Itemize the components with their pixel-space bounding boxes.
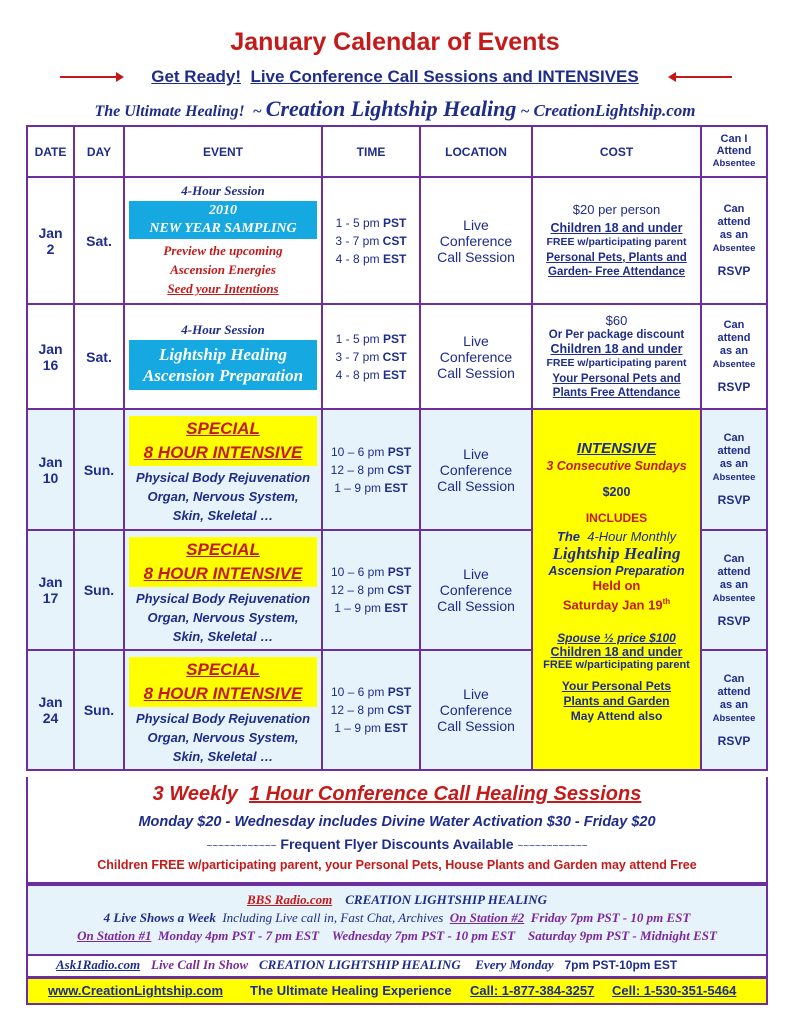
timezone: PST (387, 685, 412, 699)
weekly-title-prefix: 3 Weekly (152, 783, 238, 805)
special-line: SPECIAL (186, 659, 260, 679)
cost-price: $20 per person (572, 201, 661, 217)
location-line: Call Session (437, 598, 515, 614)
day-cell: Sat. (74, 177, 124, 304)
absentee-line: attend (717, 685, 751, 698)
timezone: EST (383, 367, 407, 382)
intensive-free: FREE w/participating parent (543, 659, 690, 672)
location-line: Call Session (437, 364, 515, 381)
bbs-line (28, 892, 766, 908)
wednesday-time: Wednesday 7pm PST - 10 pm EST (331, 928, 516, 943)
subtitle (0, 67, 790, 87)
frequent-flyer (28, 836, 766, 852)
absentee-line: as an (719, 578, 749, 591)
event-desc-line: Seed your Intentions (167, 281, 279, 296)
intensive-price: $200 (602, 485, 631, 499)
station2-link[interactable]: On Station #2 (449, 910, 525, 925)
intensive-pets-line: Your Personal Pets (561, 679, 672, 694)
location-line: Conference (439, 582, 513, 598)
date-cell (27, 409, 74, 530)
weekly-schedule: Monday $20 - Wednesday includes Divine Water Activation $30 - Friday $20 (138, 814, 656, 830)
event-desc-line: Physical Body Rejuvenation (135, 590, 311, 606)
timezone: EST (384, 480, 408, 495)
rsvp-label: RSVP (717, 380, 751, 394)
event-desc (125, 709, 321, 766)
rsvp-label: RSVP (717, 613, 751, 628)
tilde-divider: ~~~~~~~~~~~~ (206, 841, 277, 852)
table-row (27, 304, 767, 409)
time-cell (322, 409, 420, 530)
timezone: CST (387, 462, 412, 477)
event-desc (125, 241, 321, 298)
bbs-show-name: CREATION LIGHTSHIP HEALING (345, 892, 548, 907)
tagline-c: CreationLightship.com (533, 101, 696, 120)
footer-site-link[interactable]: www.CreationLightship.com (48, 983, 224, 998)
footer-tagline: The Ultimate Healing Experience (250, 983, 452, 998)
absentee-line: Absentee (712, 472, 756, 483)
time-range: 1 – 9 pm (334, 480, 381, 495)
col-absentee (701, 126, 767, 177)
absentee-line: Absentee (712, 359, 756, 370)
absentee-line: as an (719, 345, 749, 357)
col-event: EVENT (124, 126, 322, 177)
children-free-note: Children FREE w/participating parent, your Personal Pets, House Plants and Garden may attend Free (97, 858, 697, 872)
weekly-title-main: 1 Hour Conference Call Healing Sessions (249, 783, 642, 805)
location-line: Call Session (437, 477, 515, 494)
rsvp-label: RSVP (717, 733, 751, 748)
event-cell (124, 650, 322, 770)
col-absentee-3: Absentee (712, 158, 756, 169)
col-absentee-2: Attend (716, 145, 752, 157)
friday-time: Friday 7pm PST - 10 pm EST (530, 910, 691, 925)
bbs-radio-link[interactable]: BBS Radio.com (246, 892, 333, 907)
date-cell (27, 650, 74, 770)
col-time: TIME (322, 126, 420, 177)
calendar-table (26, 125, 768, 771)
intensive-monthly (533, 529, 700, 544)
col-location: LOCATION (420, 126, 532, 177)
intensive-held (533, 578, 700, 613)
bbs-radio-box (26, 884, 768, 956)
event-box-line: NEW YEAR SAMPLING (149, 221, 297, 236)
weekly-sessions-box (26, 777, 768, 884)
event-desc-line: Organ, Nervous System, (147, 489, 299, 504)
tilde-divider: ~~~~~~~~~~~~ (517, 841, 588, 852)
footer-bar (26, 977, 768, 1005)
intensive-lightship: Lightship Healing (552, 544, 681, 563)
cost-line: FREE w/participating parent (546, 235, 687, 248)
absentee-line: Can (723, 552, 745, 565)
location-line: Live (463, 566, 489, 582)
location-line: Live (463, 686, 489, 702)
col-date: DATE (27, 126, 74, 177)
intensive-the: The (556, 529, 580, 544)
time-range: 10 – 6 pm (330, 685, 385, 699)
cost-line: Or Per package discount (548, 328, 685, 341)
location-cell (420, 650, 532, 770)
date-month: Jan (38, 453, 63, 470)
special-line: SPECIAL (186, 419, 260, 438)
time-range: 1 - 5 pm (335, 215, 380, 230)
location-line: Call Session (437, 248, 515, 265)
tagline-a: The Ultimate Healing! (94, 103, 245, 120)
absentee-cell (701, 409, 767, 530)
time-range: 1 – 9 pm (334, 601, 381, 615)
date-cell (27, 304, 74, 409)
location-cell (420, 304, 532, 409)
col-cost: COST (532, 126, 701, 177)
time-range: 4 - 8 pm (335, 367, 380, 382)
timezone: CST (387, 703, 412, 717)
time-range: 1 – 9 pm (334, 721, 381, 735)
monday-time: Monday 4pm PST - 7 pm EST (157, 928, 320, 943)
absentee-line: Can (723, 432, 745, 444)
subtitle-main: Live Conference Call Sessions and INTENSIVES (250, 67, 639, 86)
day-cell: Sun. (74, 650, 124, 770)
table-row (27, 177, 767, 304)
special-box (129, 657, 317, 707)
date-day: 24 (42, 710, 59, 726)
ask1-show: CREATION LIGHTSHIP HEALING (259, 957, 461, 972)
intensive-pets-line: May Attend also (570, 709, 663, 724)
tagline (0, 96, 790, 122)
event-cell (124, 409, 322, 530)
event-desc-line: Physical Body Rejuvenation (135, 710, 311, 726)
event-box-line: Ascension Preparation (142, 365, 304, 385)
absentee-line: Can (723, 319, 745, 331)
event-cell (124, 177, 322, 304)
cost-line: Plants Free Attendance (552, 386, 681, 399)
absentee-line: Can (723, 672, 745, 685)
intensive-held-date: Saturday Jan 19 (562, 597, 663, 613)
ask1-radio-box (26, 954, 768, 978)
event-desc-line: Physical Body Rejuvenation (135, 470, 311, 485)
event-cell (124, 530, 322, 650)
subtitle-prefix: Get Ready! (151, 67, 241, 86)
event-box-line: Lightship Healing (159, 344, 287, 364)
time-cell (322, 650, 420, 770)
time-range: 12 – 8 pm (330, 583, 385, 597)
time-range: 3 - 7 pm (335, 349, 380, 364)
timezone: PST (387, 565, 412, 579)
absentee-cell (701, 177, 767, 304)
location-cell (420, 530, 532, 650)
intensive-cost-cell (532, 409, 701, 770)
shows-count: 4 Live Shows a Week (103, 910, 216, 925)
absentee-line: attend (717, 216, 751, 228)
intensive-line: 3 Consecutive Sundays (546, 459, 687, 473)
date-month: Jan (38, 340, 63, 357)
timezone: PST (383, 215, 407, 230)
event-desc-line: Preview the upcoming (163, 243, 283, 258)
intensive-children: Children 18 and under (550, 645, 683, 660)
stations-line (28, 928, 766, 944)
location-line: Live (463, 216, 489, 233)
location-line: Conference (439, 702, 513, 718)
col-absentee-1: Can I (720, 133, 748, 145)
absentee-line: as an (719, 698, 749, 711)
col-day: DAY (74, 126, 124, 177)
event-desc-line: Ascension Energies (170, 262, 276, 277)
special-box (129, 416, 317, 466)
day-cell: Sat. (74, 304, 124, 409)
event-desc-line: Skin, Skeletal … (172, 748, 274, 764)
cost-cell (532, 304, 701, 409)
intensive-title: INTENSIVE (576, 440, 657, 457)
timezone: CST (382, 233, 407, 248)
day-cell: Sun. (74, 530, 124, 650)
event-desc-line: Skin, Skeletal … (172, 508, 274, 523)
time-range: 12 – 8 pm (330, 462, 385, 477)
timezone: PST (383, 331, 407, 346)
timezone: CST (387, 583, 412, 597)
location-cell (420, 177, 532, 304)
absentee-line: attend (717, 445, 751, 457)
page-title: January Calendar of Events (230, 28, 560, 56)
frequent-flyer-text: Frequent Flyer Discounts Available (280, 836, 514, 852)
saturday-time: Saturday 9pm PST - Midnight EST (528, 928, 717, 943)
event-box (129, 201, 317, 239)
location-cell (420, 409, 532, 530)
time-cell (322, 304, 420, 409)
time-range: 12 – 8 pm (330, 703, 385, 717)
intensive-includes: INCLUDES (585, 511, 648, 525)
time-cell (322, 530, 420, 650)
special-line: 8 HOUR INTENSIVE (143, 443, 303, 462)
intensive-pets-line: Plants and Garden (563, 694, 670, 709)
special-line: 8 HOUR INTENSIVE (143, 563, 303, 583)
time-range: 10 – 6 pm (330, 444, 385, 459)
event-box-line: 2010 (209, 203, 237, 218)
time-range: 3 - 7 pm (335, 233, 380, 248)
intensive-held-sup: th (662, 597, 671, 606)
date-cell (27, 530, 74, 650)
timezone: EST (383, 251, 407, 266)
date-day: 10 (42, 469, 59, 486)
intensive-monthly-label: 4-Hour Monthly (587, 529, 677, 544)
event-box (129, 340, 317, 390)
location-line: Live (463, 445, 489, 462)
location-line: Conference (439, 348, 513, 365)
date-month: Jan (38, 694, 63, 710)
event-desc (125, 589, 321, 646)
absentee-line: attend (717, 332, 751, 344)
tagline-sep: ~ (520, 103, 530, 120)
timezone: EST (384, 721, 408, 735)
footer-cell[interactable]: Cell: 1-530-351-5464 (612, 983, 737, 998)
cost-line: Children 18 and under (550, 220, 683, 235)
cost-line: Garden- Free Attendance (548, 265, 685, 278)
date-month: Jan (38, 574, 63, 590)
absentee-line: as an (719, 458, 749, 470)
time-cell (322, 177, 420, 304)
cost-line: Children 18 and under (550, 341, 683, 356)
timezone: EST (384, 601, 408, 615)
date-month: Jan (38, 224, 63, 241)
ask1-live: Live Call In Show (151, 957, 249, 972)
time-range: 10 – 6 pm (330, 565, 385, 579)
intensive-spouse: Spouse ½ price $100 (557, 631, 676, 646)
intensive-held-on: Held on (592, 578, 641, 593)
table-row (27, 409, 767, 530)
event-desc-line: Skin, Skeletal … (172, 628, 274, 644)
date-day: 16 (42, 356, 59, 373)
time-range: 4 - 8 pm (335, 251, 380, 266)
session-label: 4-Hour Session (181, 321, 265, 337)
location-line: Conference (439, 232, 513, 249)
rsvp-label: RSVP (717, 493, 751, 507)
date-cell (27, 177, 74, 304)
absentee-line: attend (717, 565, 751, 578)
absentee-line: Absentee (712, 592, 756, 604)
timezone: PST (387, 444, 412, 459)
event-desc (125, 468, 321, 525)
cost-price: $60 (605, 312, 628, 328)
timezone: CST (382, 349, 407, 364)
ask1-every: Every Monday (475, 957, 554, 972)
session-label: 4-Hour Session (181, 183, 265, 198)
special-line: 8 HOUR INTENSIVE (143, 683, 303, 703)
cost-line: Personal Pets, Plants and (546, 251, 687, 264)
tagline-b: Creation Lightship Healing (265, 96, 517, 121)
footer-phone[interactable]: Call: 1-877-384-3257 (470, 983, 595, 998)
event-desc-line: Organ, Nervous System, (147, 609, 299, 625)
special-line: SPECIAL (186, 539, 260, 559)
location-line: Call Session (437, 718, 515, 734)
shows-line (28, 910, 766, 926)
absentee-line: Absentee (712, 243, 756, 254)
intensive-ascension: Ascension Preparation (548, 564, 685, 578)
cost-line: FREE w/participating parent (546, 356, 687, 369)
day-cell: Sun. (74, 409, 124, 530)
location-line: Conference (439, 461, 513, 478)
absentee-cell (701, 530, 767, 650)
rsvp-label: RSVP (717, 264, 751, 278)
cost-line: Your Personal Pets and (552, 372, 681, 385)
absentee-line: Absentee (712, 712, 756, 724)
tagline-sep: ~ (252, 103, 262, 120)
date-day: 2 (46, 240, 55, 257)
cost-cell (532, 177, 701, 304)
absentee-line: as an (719, 229, 749, 241)
header-row (27, 126, 767, 177)
intensive-pets (533, 679, 700, 724)
weekly-title (28, 783, 766, 806)
absentee-line: Can (723, 203, 745, 215)
absentee-cell (701, 650, 767, 770)
time-range: 1 - 5 pm (335, 331, 380, 346)
ask1-time: 7pm PST-10pm EST (564, 958, 678, 972)
event-desc-line: Organ, Nervous System, (147, 729, 299, 745)
event-cell (124, 304, 322, 409)
absentee-cell (701, 304, 767, 409)
station1-link[interactable]: On Station #1 (77, 928, 152, 943)
location-line: Live (463, 332, 489, 349)
shows-includes: Including Live call in, Fast Chat, Archives (222, 910, 444, 925)
date-day: 17 (42, 590, 59, 606)
special-box (129, 537, 317, 587)
ask1-link[interactable]: Ask1Radio.com (56, 957, 141, 972)
